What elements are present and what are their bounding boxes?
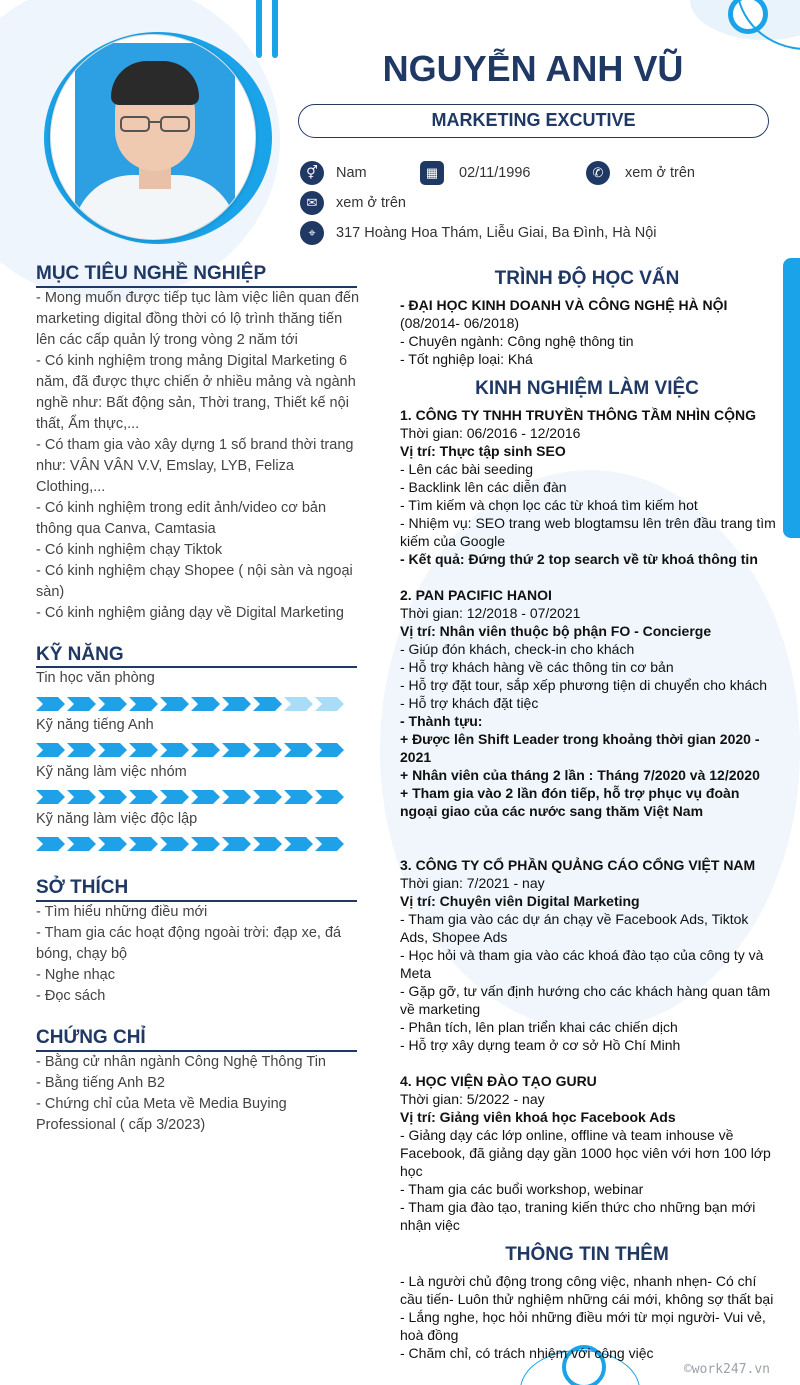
skill-chevron-filled bbox=[284, 743, 313, 757]
skills-divider bbox=[36, 666, 357, 668]
skill-chevron-filled bbox=[67, 743, 96, 757]
job-position: Vị trí: Nhân viên thuộc bộ phận FO - Concierge bbox=[400, 623, 712, 639]
skill-chevron-filled bbox=[98, 790, 127, 804]
list-item: - Tham gia các buổi workshop, webinar bbox=[400, 1181, 644, 1197]
list-item: - Có kinh nghiệm chạy Tiktok bbox=[36, 542, 223, 558]
list-item: - Giảng dạy các lớp online, offline và team inhouse về Facebook, đã giảng dạy gần 1000 học viên với hơn 100 lớp học bbox=[400, 1127, 771, 1179]
certificates-title: CHỨNG CHỈ bbox=[36, 1027, 146, 1048]
list-item: - Chăm chỉ, có trách nhiệm với công việc bbox=[400, 1345, 654, 1361]
company-name: 3. CÔNG TY CỔ PHẦN QUẢNG CÁO CỔNG VIỆT NAM bbox=[400, 857, 756, 873]
skill-chevron-filled bbox=[315, 790, 344, 804]
extra-info-title: THÔNG TIN THÊM bbox=[505, 1244, 669, 1265]
list-item: - Nhiệm vụ: SEO trang web blogtamsu lên trên đầu trang tìm kiếm của Google bbox=[400, 515, 776, 549]
job-result: + Được lên Shift Leader trong khoảng thời gian 2020 - 2021 bbox=[400, 731, 760, 765]
list-item: - Hỗ trợ xây dựng team ở cơ sở Hồ Chí Minh bbox=[400, 1037, 681, 1053]
job-block-2 bbox=[400, 586, 776, 820]
list-item: - Phân tích, lên plan triển khai các chiến dịch bbox=[400, 1019, 678, 1035]
skill-chevron-filled bbox=[129, 743, 158, 757]
calendar-icon: ▦ bbox=[420, 161, 444, 185]
job-block-4 bbox=[400, 1072, 776, 1234]
skill-chevron-filled bbox=[191, 743, 220, 757]
skill-label: Kỹ năng làm việc nhóm bbox=[36, 764, 187, 780]
grade: - Tốt nghiệp loại: Khá bbox=[400, 351, 533, 367]
skill-label: Kỹ năng tiếng Anh bbox=[36, 717, 154, 733]
study-period: (08/2014- 06/2018) bbox=[400, 315, 520, 331]
skill-chevron-filled bbox=[222, 697, 251, 711]
list-item: - Tìm hiểu những điều mới bbox=[36, 904, 208, 920]
skill-chevron-filled bbox=[36, 790, 65, 804]
skill-chevron-filled bbox=[160, 837, 189, 851]
list-item: - Là người chủ động trong công việc, nhanh nhẹn- Có chí cầu tiến- Luôn thử nghiệm những cái mới, không sợ thất bại - Lắng nghe, học hỏi những điều mới từ mọi người- Vui vẻ, hoà đồng bbox=[400, 1273, 774, 1343]
list-item: - Hỗ trợ đặt tour, sắp xếp phương tiện di chuyển cho khách bbox=[400, 677, 768, 693]
skill-chevron-filled bbox=[160, 697, 189, 711]
accent-bar-top-2 bbox=[272, 0, 278, 58]
list-item: - Tham gia đào tạo, traning kiến thức cho những bạn mới nhận việc bbox=[400, 1199, 756, 1233]
skill-chevron-filled bbox=[98, 697, 127, 711]
skill-chevron-filled bbox=[129, 837, 158, 851]
skill-chevron-filled bbox=[253, 697, 282, 711]
job-result: - Thành tựu: bbox=[400, 713, 483, 729]
list-item: - Nghe nhạc bbox=[36, 967, 115, 983]
skill-bar-2 bbox=[36, 789, 356, 805]
job-result: + Nhân viên của tháng 2 lần : Tháng 7/2020 và 12/2020 bbox=[400, 767, 760, 783]
skills-title: KỸ NĂNG bbox=[36, 644, 124, 665]
education-title: TRÌNH ĐỘ HỌC VẤN bbox=[494, 268, 680, 289]
list-item: - Có kinh nghiệm chạy Shopee ( nội sàn và ngoại sàn) bbox=[36, 563, 353, 600]
skill-chevron-filled bbox=[253, 743, 282, 757]
phone-value: xem ở trên bbox=[625, 165, 695, 181]
list-item: - Hỗ trợ khách đặt tiệc bbox=[400, 695, 539, 711]
job-block-3 bbox=[400, 856, 776, 1054]
skill-chevron-filled bbox=[67, 837, 96, 851]
list-item: - Bằng cử nhân ngành Công Nghệ Thông Tin bbox=[36, 1054, 326, 1070]
job-position: Vị trí: Chuyên viên Digital Marketing bbox=[400, 893, 640, 909]
skill-chevron-filled bbox=[36, 743, 65, 757]
skill-chevron-filled bbox=[129, 697, 158, 711]
skill-chevron-filled bbox=[315, 743, 344, 757]
skill-chevron-filled bbox=[160, 790, 189, 804]
list-item: - Tham gia các hoạt động ngoài trời: đạp xe, đá bóng, chạy bộ bbox=[36, 925, 342, 962]
list-item: - Lên các bài seeding bbox=[400, 461, 534, 477]
job-time: Thời gian: 7/2021 - nay bbox=[400, 875, 545, 891]
watermark: ©work247.vn bbox=[683, 1362, 770, 1377]
hobbies-list bbox=[36, 902, 361, 1007]
skill-chevron-filled bbox=[98, 837, 127, 851]
company-name: 2. PAN PACIFIC HANOI bbox=[400, 587, 552, 603]
skill-bar-3 bbox=[36, 836, 356, 852]
list-item: - Chứng chỉ của Meta về Media Buying Professional ( cấp 3/2023) bbox=[36, 1096, 287, 1133]
skill-chevron-filled bbox=[36, 697, 65, 711]
skill-chevron-filled bbox=[222, 790, 251, 804]
skill-chevron-filled bbox=[284, 837, 313, 851]
birthday-value: 02/11/1996 bbox=[459, 165, 531, 181]
skill-chevron-filled bbox=[67, 697, 96, 711]
school-name: - ĐẠI HỌC KINH DOANH VÀ CÔNG NGHỆ HÀ NỘI bbox=[400, 297, 728, 313]
list-item: - Tìm kiếm và chọn lọc các từ khoá tìm kiếm hot bbox=[400, 497, 698, 513]
hobbies-title: SỞ THÍCH bbox=[36, 877, 129, 898]
list-item: - Đọc sách bbox=[36, 988, 106, 1004]
location-icon: ⌖ bbox=[300, 221, 324, 245]
education-block bbox=[400, 296, 776, 368]
skill-chevron-filled bbox=[284, 790, 313, 804]
email-value: xem ở trên bbox=[336, 195, 406, 211]
job-result: - Kết quả: Đứng thứ 2 top search về từ khoá thông tin bbox=[400, 551, 758, 567]
address-value: 317 Hoàng Hoa Thám, Liễu Giai, Ba Đình, Hà Nội bbox=[336, 225, 657, 241]
list-item: - Có tham gia vào xây dựng 1 số brand thời trang như: VÂN VÂN V.V, Emslay, LYB, Feliza Clothing,... bbox=[36, 437, 354, 495]
list-item: - Có kinh nghiệm trong edit ảnh/video cơ bản thông qua Canva, Camtasia bbox=[36, 500, 327, 537]
company-name: 1. CÔNG TY TNHH TRUYỀN THÔNG TẦM NHÌN CỘNG bbox=[400, 407, 756, 423]
accent-bar-top-1 bbox=[256, 0, 262, 58]
objective-title: MỤC TIÊU NGHỀ NGHIỆP bbox=[36, 263, 267, 284]
skill-chevron-filled bbox=[253, 790, 282, 804]
skill-chevron-filled bbox=[98, 743, 127, 757]
candidate-name: NGUYỄN ANH VŨ bbox=[382, 48, 684, 89]
list-item: - Gặp gỡ, tư vấn định hướng cho các khách hàng quan tâm về marketing bbox=[400, 983, 771, 1017]
skill-bar-0 bbox=[36, 696, 356, 712]
list-item: - Bằng tiếng Anh B2 bbox=[36, 1075, 165, 1091]
skill-label: Kỹ năng làm việc độc lập bbox=[36, 811, 198, 827]
job-position: Vị trí: Giảng viên khoá học Facebook Ads bbox=[400, 1109, 676, 1125]
job-result: + Tham gia vào 2 lần đón tiếp, hỗ trợ phục vụ đoàn ngoại giao của các nước sang thăm Việt Nam bbox=[400, 785, 740, 819]
job-position: Vị trí: Thực tập sinh SEO bbox=[400, 443, 566, 459]
list-item: - Backlink lên các diễn đàn bbox=[400, 479, 567, 495]
accent-bar-right bbox=[783, 258, 800, 538]
skill-chevron-filled bbox=[253, 837, 282, 851]
experience-title: KINH NGHIỆM LÀM VIỆC bbox=[475, 378, 699, 399]
job-title: MARKETING EXCUTIVE bbox=[298, 104, 769, 138]
list-item: - Giúp đón khách, check-in cho khách bbox=[400, 641, 635, 657]
avatar bbox=[50, 34, 256, 240]
job-block-1 bbox=[400, 406, 776, 568]
list-item: - Hỗ trợ khách hàng về các thông tin cơ bản bbox=[400, 659, 674, 675]
major: - Chuyên ngành: Công nghệ thông tin bbox=[400, 333, 634, 349]
glasses-icon bbox=[117, 115, 193, 133]
skill-chevron-filled bbox=[160, 743, 189, 757]
skill-chevron-filled bbox=[36, 837, 65, 851]
skill-bar-1 bbox=[36, 742, 356, 758]
list-item: - Có kinh nghiệm giảng dạy về Digital Marketing bbox=[36, 605, 344, 621]
phone-icon: ✆ bbox=[586, 161, 610, 185]
skill-chevron-filled bbox=[222, 837, 251, 851]
job-time: Thời gian: 12/2018 - 07/2021 bbox=[400, 605, 581, 621]
skill-chevron-empty bbox=[315, 697, 344, 711]
skill-label: Tin học văn phòng bbox=[36, 670, 155, 686]
skill-chevron-empty bbox=[284, 697, 313, 711]
skill-chevron-filled bbox=[191, 697, 220, 711]
skill-chevron-filled bbox=[222, 743, 251, 757]
company-name: 4. HỌC VIỆN ĐÀO TẠO GURU bbox=[400, 1073, 597, 1089]
job-time: Thời gian: 06/2016 - 12/2016 bbox=[400, 425, 581, 441]
skill-chevron-filled bbox=[67, 790, 96, 804]
job-time: Thời gian: 5/2022 - nay bbox=[400, 1091, 545, 1107]
list-item: - Học hỏi và tham gia vào các khoá đào tạo của công ty và Meta bbox=[400, 947, 764, 981]
skill-chevron-filled bbox=[315, 837, 344, 851]
objective-list bbox=[36, 288, 361, 624]
certificates-list bbox=[36, 1052, 361, 1136]
list-item: - Mong muốn được tiếp tục làm việc liên quan đến marketing digital đồng thời có lộ trình thăng tiến lên các cấp quản lý trong vòng 2 năm tới bbox=[36, 290, 360, 348]
list-item: - Có kinh nghiệm trong mảng Digital Marketing 6 năm, đã được thực chiến ở nhiều mảng và ngành nghề như: Bất động sản, Thời trang, Thiết kế nội thất, Ẩm thực,... bbox=[36, 353, 356, 432]
list-item: - Tham gia vào các dự án chạy về Facebook Ads, Tiktok Ads, Shopee Ads bbox=[400, 911, 749, 945]
email-icon: ✉ bbox=[300, 191, 324, 215]
gender-value: Nam bbox=[336, 165, 367, 181]
skill-chevron-filled bbox=[129, 790, 158, 804]
gender-icon: ⚥ bbox=[300, 161, 324, 185]
skill-chevron-filled bbox=[191, 790, 220, 804]
extra-info-list bbox=[400, 1272, 776, 1362]
skill-chevron-filled bbox=[191, 837, 220, 851]
